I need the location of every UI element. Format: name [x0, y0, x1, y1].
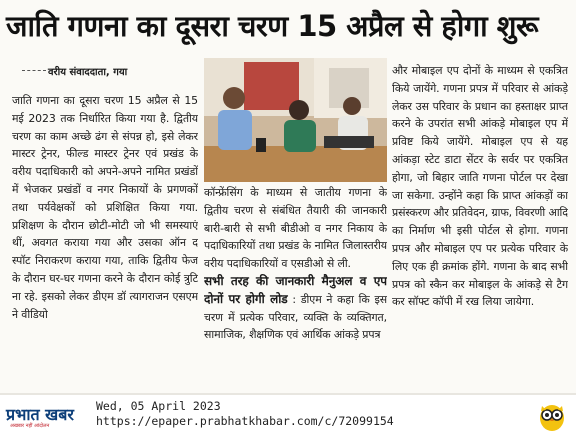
edition-date: Wed, 05 April 2023 [96, 399, 221, 413]
footer-meta [96, 399, 394, 429]
news-photo [204, 58, 387, 182]
column-3-text: और मोबाइल एप दोनों के माध्यम से एकत्रित किये जायेंगे. गणना प्रपत्र में परिवार से आंकड़े लेकर उस परिवार के प्रधान का हस्ताक्षर प्राप्त करने के उपरांत सभी आंकड़े मोबाइल एप में प्रविष्ट किये जायेंगे. मोबाइल एप से यह आंकड़ा स्टेट डाटा सेंटर के सर्वर पर एकत्रित होगा, जो बिहार जाति गणना पोर्टल पर देखा जा सकेगा. उन्होंने कहा कि प्राप्त आंकड़ों का प्रसंस्करण और प्रतिवेदन, ग्राफ, विवरणी आदि का निर्माण भी इसी पोर्टल से होगा. गणना प्रपत्र और मोबाइल एप पर प्रत्येक परिवार के लिए एक ही क्रमांक होंगे. गणना के बाद सभी प्रपत्र को स्कैन कर मोबाइल के आंकड़े से टैग कर सॉफ्ट कॉपी में रख लिया जायेगा. [392, 64, 568, 309]
epaper-url[interactable]: https://epaper.prabhatkhabar.com/c/72099154 [96, 414, 394, 428]
column-2-text: कॉन्फ्रेंसिंग के माध्यम से जातीय गणना के द्वितीय चरण से संबंधित तैयारी की जानकारी बारी-बारी से सभी बीडीओ व नगर निकाय के पदाधिकारियों तथा प्रखंड के नामित जिलास्तरीय वरीय पदाधिकारियों व एसडीओ से ली. [204, 186, 387, 271]
column-3 [392, 62, 568, 392]
logo-tagline: अखबार नहीं आंदोलन [10, 423, 50, 429]
logo-text: प्रभात खबर [6, 405, 74, 424]
epaper-footer [0, 393, 576, 435]
column-2-text-after: : डीएम ने कहा कि इस चरण में प्रत्येक परिवार, व्यक्ति के व्यक्तिगत, सामाजिक, शैक्षणिक एवं आर्थिक आंकड़े प्रपत्र [204, 292, 387, 342]
column-2 [204, 184, 387, 392]
meeting-photo-image [204, 58, 387, 182]
owl-icon [536, 400, 568, 432]
prabhat-khabar-logo [6, 403, 92, 431]
column-1 [12, 92, 198, 392]
headline: जाति गणना का दूसरा चरण 15 अप्रैल से होगा शुरू [6, 9, 539, 43]
byline: वरीय संवाददाता, गया [48, 67, 128, 78]
column-1-text: जाति गणना का दूसरा चरण 15 अप्रैल से 15 मई 2023 तक निर्धारित किया गया है. द्वितीय चरण का काम अच्छे ढंग से संपन्न हो, इसे लेकर मास्टर ट्रेनर, फील्ड मास्टर ट्रेनर एवं प्रखंड के वरीय पदाधिकारी को अपने-अपने नामित प्रखंडों में भेजकर प्रखंडों व नगर निकायों के प्रगणकों तथा पर्यवेक्षकों को प्रशिक्षित किया गया. प्रशिक्षण के दौरान छोटी-मोटी जो भी समस्याएं थीं, अवगत कराया गया और उसका ऑन द स्पॉट निराकरण कराया गया, ताकि द्वितीय फेज के दौरान घर-घर गणना करने के दौरान कोई त्रुटि ना रहे. इसको लेकर डीएम डॉ त्यागराजन एसएम ने वीडियो [12, 94, 198, 321]
byline-rule [22, 70, 46, 71]
column-2-subhead: सभी तरह की जानकारी मैनुअल व एप दोनों पर होगी लोड [204, 273, 387, 306]
